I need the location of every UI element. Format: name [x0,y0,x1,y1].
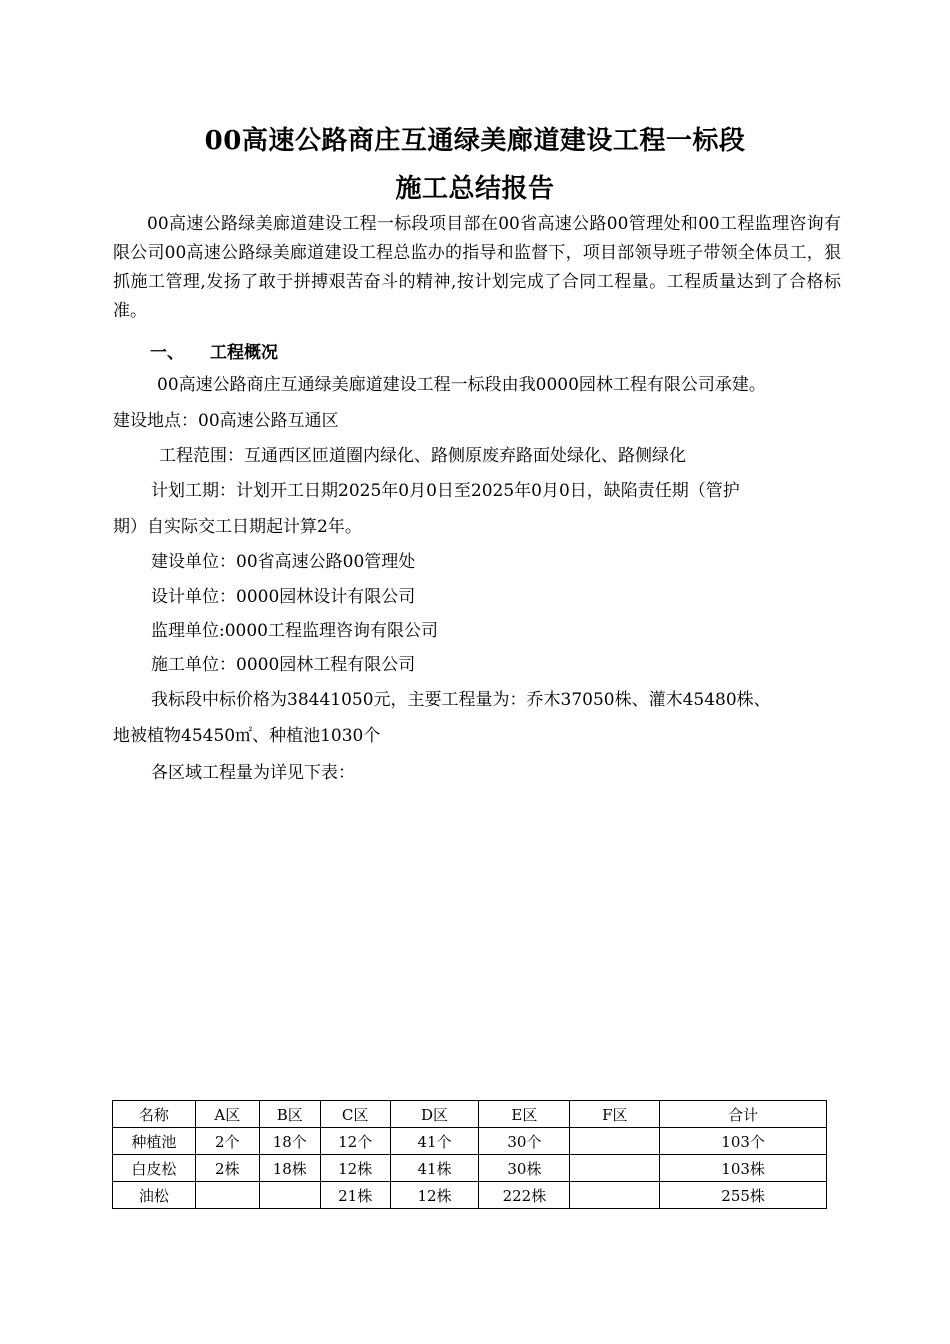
table-cell: 18株 [259,1155,320,1182]
scope-line: 工程范围：互通西区匝道圈内绿化、路侧原废弃路面处绿化、路侧绿化 [159,446,686,466]
table-cell: 18个 [259,1128,320,1155]
table-cell: 油松 [113,1182,196,1209]
table-row [113,1128,827,1155]
intro-paragraph: 00高速公路绿美廊道建设工程一标段项目部在00省高速公路00管理处和00工程监理咨询有限公司00高速公路绿美廊道建设工程总监办的指导和监督下，项目部领导班子带领全体员工，狠抓施工管理,发扬了敢于拼搏艰苦奋斗的精神,按计划完成了合同工程量。工程质量达到了合格标准。 [113,214,841,321]
table-cell: 21株 [320,1182,390,1209]
supervisor-line: 监理单位:0000工程监理咨询有限公司 [151,621,438,641]
table-cell: 255株 [660,1182,827,1209]
table-header-cell: F区 [570,1101,660,1128]
table-cell: 222株 [479,1182,570,1209]
table-cell: 30株 [479,1155,570,1182]
table-intro-line: 各区域工程量为详见下表： [151,763,355,783]
designer-line: 设计单位：0000园林设计有限公司 [151,587,416,607]
bid-price-line-1: 我标段中标价格为38441050元，主要工程量为：乔木37050株、灌木45480株、 [151,690,771,710]
section-heading [150,338,278,363]
table-cell: 12株 [390,1182,479,1209]
table-row [113,1155,827,1182]
location-line: 建设地点：00高速公路互通区 [113,411,339,431]
quantity-table [112,1100,827,1209]
table-cell: 种植池 [113,1128,196,1155]
table-cell: 30个 [479,1128,570,1155]
section-number: 一、 [150,343,184,363]
document-subtitle: 施工总结报告 [395,174,555,204]
table-header-cell: 名称 [113,1101,196,1128]
table-header-cell: A区 [195,1101,259,1128]
schedule-line-1: 计划工期：计划开工日期2025年0月0日至2025年0月0日，缺陷责任期（管护 [151,481,740,501]
table-cell: 103株 [660,1155,827,1182]
table-cell [259,1182,320,1209]
table-cell [570,1182,660,1209]
table-cell: 2个 [195,1128,259,1155]
table-cell: 12株 [320,1155,390,1182]
owner-line: 建设单位：00省高速公路00管理处 [151,552,416,572]
table-header-row [113,1101,827,1128]
table-cell: 12个 [320,1128,390,1155]
table-header-cell: B区 [259,1101,320,1128]
table-cell: 2株 [195,1155,259,1182]
bid-price-line-2: 地被植物45450㎡、种植池1030个 [113,726,381,746]
table-cell: 41个 [390,1128,479,1155]
contractor-line: 施工单位：0000园林工程有限公司 [151,655,416,675]
table-cell: 41株 [390,1155,479,1182]
table-cell [195,1182,259,1209]
document-title: 00高速公路商庄互通绿美廊道建设工程一标段 [204,126,746,156]
table-header-cell: 合计 [660,1101,827,1128]
table-header-cell: D区 [390,1101,479,1128]
schedule-line-2: 期）自实际交工日期起计算2年。 [113,517,362,537]
table-header-cell: E区 [479,1101,570,1128]
overview-paragraph: 00高速公路商庄互通绿美廊道建设工程一标段由我0000园林工程有限公司承建。 [157,375,766,395]
table-cell: 白皮松 [113,1155,196,1182]
table-header-cell: C区 [320,1101,390,1128]
table-cell [570,1128,660,1155]
section-title: 工程概况 [210,343,278,363]
table-row [113,1182,827,1209]
table-cell: 103个 [660,1128,827,1155]
table-cell [570,1155,660,1182]
